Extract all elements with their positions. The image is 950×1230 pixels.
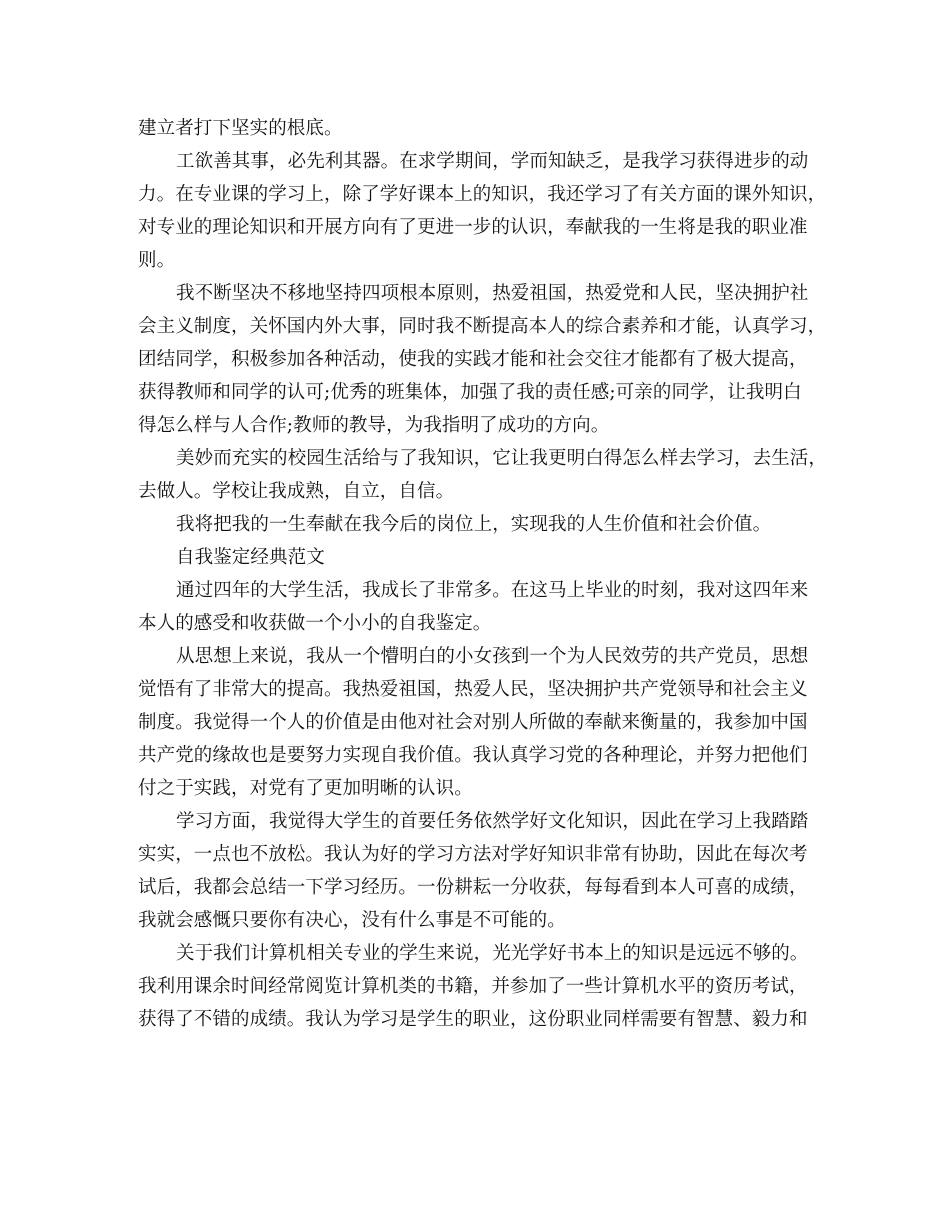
text-line: 付之于实践，对党有了更加明晰的认识。 — [138, 778, 473, 799]
text-line: 本人的感受和收获做一个小小的自我鉴定。 — [138, 613, 492, 634]
text-line: 去做人。学校让我成熟，自立，自信。 — [138, 481, 455, 502]
text-line: 制度。我觉得一个人的价值是由他对社会对别人所做的奉献来衡量的，我参加中国 — [138, 712, 808, 733]
section-heading: 自我鉴定经典范文 — [176, 547, 325, 568]
text-line: 觉悟有了非常大的提高。我热爱祖国，热爱人民，坚决拥护共产党领导和社会主义 — [138, 679, 808, 700]
text-line: 得怎么样与人合作;教师的教导，为我指明了成功的方向。 — [138, 415, 610, 436]
text-line: 美妙而充实的校园生活给与了我知识，它让我更明白得怎么样去学习，去生活， — [176, 448, 828, 469]
text-line: 试后，我都会总结一下学习经历。一份耕耘一分收获，每每看到本人可喜的成绩， — [138, 877, 808, 898]
text-line: 实实，一点也不放松。我认为好的学习方法对学好知识非常有协助，因此在每次考 — [138, 844, 808, 865]
text-line: 团结同学，积极参加各种活动，使我的实践才能和社会交往才能都有了极大提高， — [138, 349, 808, 370]
text-line: 获得了不错的成绩。我认为学习是学生的职业，这份职业同样需要有智慧、毅力和 — [138, 1009, 808, 1030]
text-line: 则。 — [138, 250, 176, 271]
text-line: 我不断坚决不移地坚持四项根本原则，热爱祖国，热爱党和人民，坚决拥护社 — [176, 283, 809, 304]
text-line: 会主义制度，关怀国内外大事，同时我不断提高本人的综合素养和才能，认真学习， — [138, 316, 827, 337]
text-line: 学习方面，我觉得大学生的首要任务依然学好文化知识，因此在学习上我踏踏 — [176, 811, 809, 832]
text-line: 对专业的理论知识和开展方向有了更进一步的认识，奉献我的一生将是我的职业准 — [138, 217, 808, 238]
text-line: 通过四年的大学生活，我成长了非常多。在这马上毕业的时刻，我对这四年来 — [176, 580, 809, 601]
text-line: 我利用课余时间经常阅览计算机类的书籍，并参加了一些计算机水平的资历考试， — [138, 976, 808, 997]
text-line: 建立者打下坚实的根底。 — [138, 118, 343, 139]
text-line: 共产党的缘故也是要努力实现自我价值。我认真学习党的各种理论，并努力把他们 — [138, 745, 808, 766]
text-line: 力。在专业课的学习上，除了学好课本上的知识，我还学习了有关方面的课外知识， — [138, 184, 827, 205]
text-line: 关于我们计算机相关专业的学生来说，光光学好书本上的知识是远远不够的。 — [176, 943, 809, 964]
text-line: 我就会感慨只要你有决心，没有什么事是不可能的。 — [138, 910, 566, 931]
text-line: 获得教师和同学的认可;优秀的班集体，加强了我的责任感;可亲的同学，让我明白 — [138, 382, 802, 403]
text-line: 我将把我的一生奉献在我今后的岗位上，实现我的人生价值和社会价值。 — [176, 514, 772, 535]
text-line: 工欲善其事，必先利其器。在求学期间，学而知缺乏，是我学习获得进步的动 — [176, 151, 809, 172]
text-line: 从思想上来说，我从一个懵明白的小女孩到一个为人民效劳的共产党员，思想 — [176, 646, 809, 667]
